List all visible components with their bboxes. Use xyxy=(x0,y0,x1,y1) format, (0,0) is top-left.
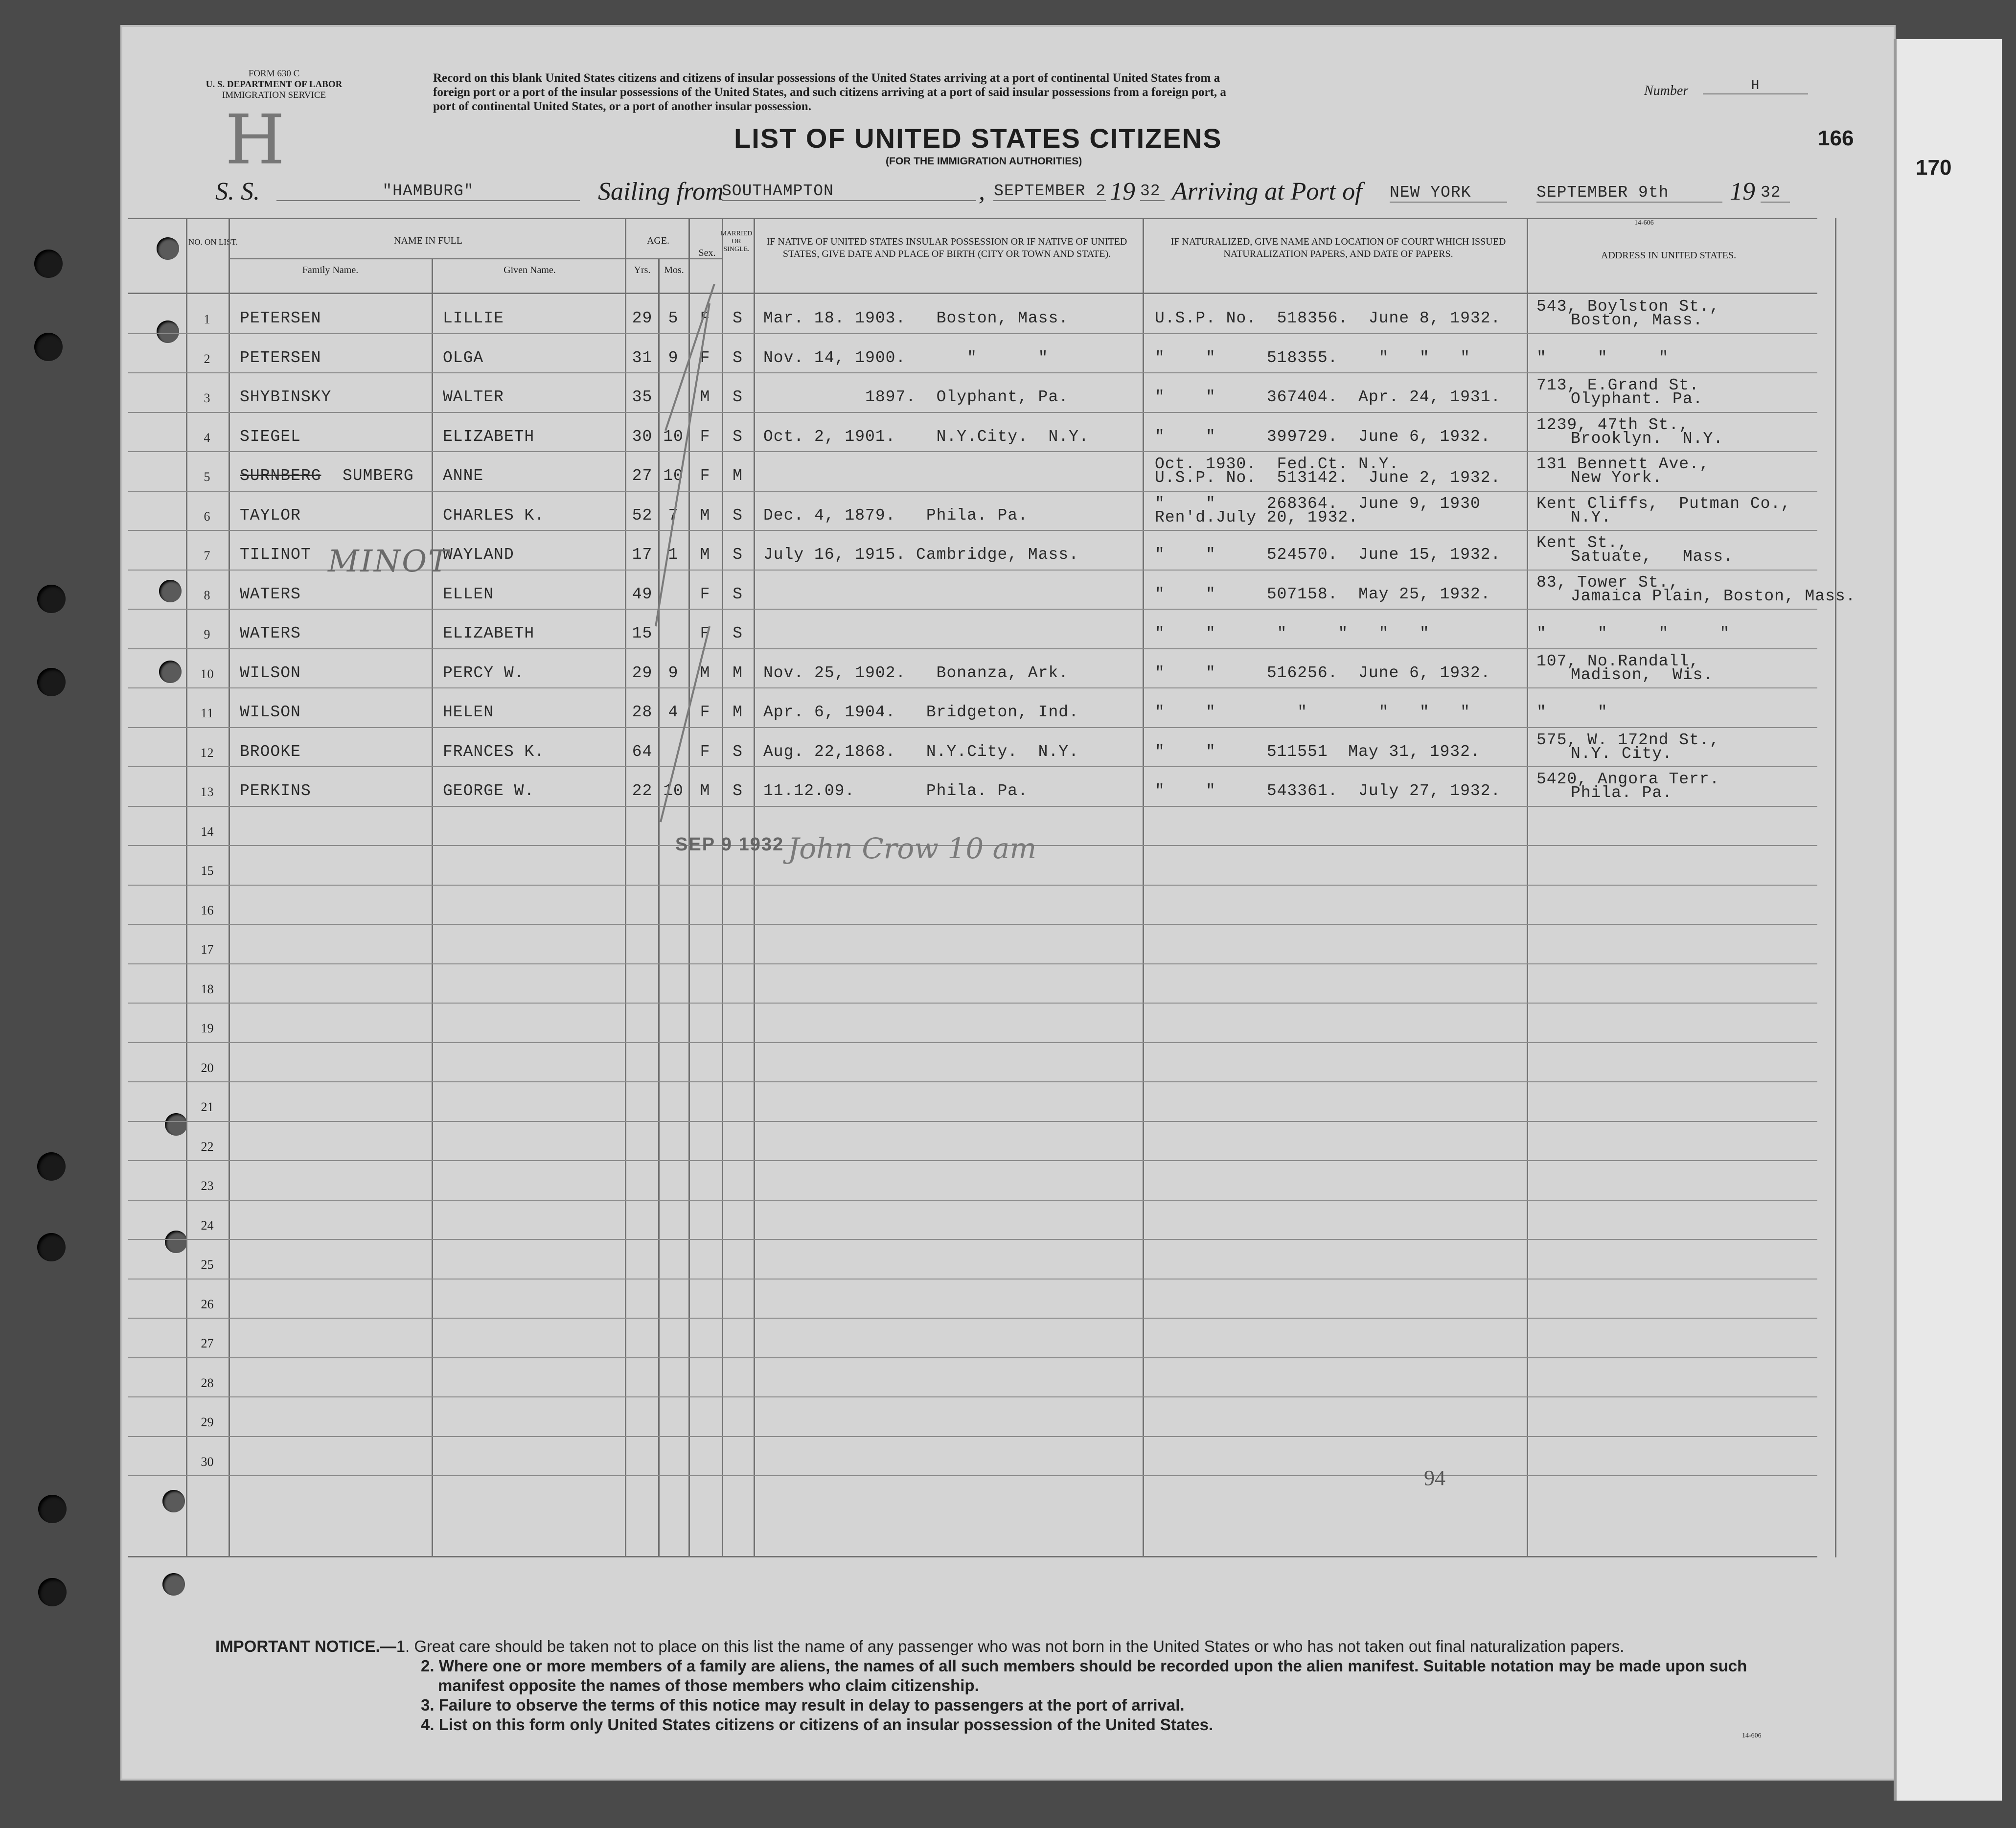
punch-hole xyxy=(34,250,63,278)
age-months: 10 xyxy=(663,782,684,800)
naturalization-info: U.S.P. No. 518356. June 8, 1932. xyxy=(1155,309,1501,327)
punch-hole xyxy=(37,585,66,613)
marital-status: M xyxy=(733,663,743,682)
marital-status: S xyxy=(733,585,743,603)
punch-hole xyxy=(157,237,179,260)
year-suffix: 32 xyxy=(1140,182,1165,201)
inspector-signature: John Crow 10 am xyxy=(788,832,1037,865)
col-divider xyxy=(1527,218,1528,1557)
row-rule xyxy=(128,1003,1817,1004)
important-notice xyxy=(215,1637,1747,1735)
number-label: Number xyxy=(1644,83,1689,98)
age-months: 5 xyxy=(668,309,679,327)
family-name: BROOKE xyxy=(240,742,301,761)
birth-info: Oct. 2, 1901. N.Y.City. N.Y. xyxy=(763,427,1089,446)
row-rule xyxy=(128,727,1817,728)
naturalization-info-line2: U.S.P. No. 513142. June 2, 1932. xyxy=(1155,469,1501,487)
given-name: WAYLAND xyxy=(443,546,514,564)
marital-status: S xyxy=(733,624,743,642)
address-line2: N.Y. xyxy=(1571,508,1612,526)
marital-status: M xyxy=(733,703,743,721)
address: 83, Tower St., xyxy=(1536,573,1679,592)
row-number: 18 xyxy=(201,982,214,996)
given-name: ELIZABETH xyxy=(443,427,535,446)
row-number: 21 xyxy=(201,1100,214,1114)
family-name: WATERS xyxy=(240,624,301,642)
punch-hole xyxy=(37,1233,66,1261)
row-number: 16 xyxy=(201,903,214,917)
row-number: 5 xyxy=(204,470,211,484)
row-number: 10 xyxy=(200,666,214,681)
col-sex: Sex. xyxy=(698,248,716,258)
family-name: TAYLOR xyxy=(240,506,301,525)
row-number: 4 xyxy=(204,430,211,445)
given-name: PERCY W. xyxy=(443,663,525,682)
year-prefix: 19 xyxy=(1730,178,1755,206)
col-divider xyxy=(186,218,187,1557)
row-number: 17 xyxy=(201,942,214,957)
col-family: Family Name. xyxy=(302,265,359,275)
row-rule xyxy=(128,1396,1817,1397)
naturalization-info: " " 507158. May 25, 1932. xyxy=(1155,585,1491,603)
struck-surname: SURNBERG xyxy=(240,467,321,485)
row-rule xyxy=(128,1042,1817,1043)
row-number: 11 xyxy=(200,706,214,720)
page-subtitle: (FOR THE IMMIGRATION AUTHORITIES) xyxy=(886,156,1082,167)
col-married: MARRIED OR SINGLE. xyxy=(720,230,753,253)
row-rule xyxy=(128,1475,1817,1476)
page-title: LIST OF UNITED STATES CITIZENS xyxy=(734,123,1222,154)
address: 543, Boylston St., xyxy=(1536,297,1720,316)
row-number: 8 xyxy=(204,588,211,602)
row-rule xyxy=(128,963,1817,964)
row-number: 12 xyxy=(200,745,214,760)
sailing-label: Sailing from xyxy=(598,178,724,206)
col-divider xyxy=(1143,218,1144,1557)
notice-item: 4. List on this form only United States citizens or citizens of an insular possession of the United States. xyxy=(421,1715,1214,1734)
number-value: H xyxy=(1703,78,1808,94)
birth-info: Nov. 14, 1900. " " xyxy=(763,348,1049,367)
col-divider xyxy=(754,218,755,1557)
row-rule xyxy=(128,1081,1817,1082)
address: 107, No.Randall, xyxy=(1536,652,1699,670)
form-service: IMMIGRATION SERVICE xyxy=(222,90,326,100)
sex: M xyxy=(700,782,710,800)
address: 713, E.Grand St. xyxy=(1536,376,1699,394)
col-name: NAME IN FULL xyxy=(394,235,462,246)
row-number: 14 xyxy=(201,824,214,839)
sailing-port: SOUTHAMPTON xyxy=(722,182,976,201)
address: " " xyxy=(1536,703,1608,721)
marital-status: S xyxy=(733,742,743,761)
sex: F xyxy=(700,585,710,603)
row-rule xyxy=(128,1239,1817,1240)
sex: M xyxy=(700,388,710,406)
birth-info: Aug. 22,1868. N.Y.City. N.Y. xyxy=(763,742,1079,761)
col-given: Given Name. xyxy=(504,265,556,275)
ss-label: S. S. xyxy=(215,178,260,206)
notice-item: 2. Where one or more members of a family are aliens, the names of all such members should be recorded upon the alien manifest. Suitable notation may be made upon such xyxy=(421,1657,1747,1675)
age-years: 29 xyxy=(632,309,653,327)
sex: F xyxy=(700,309,710,327)
naturalization-info: " " 524570. June 15, 1932. xyxy=(1155,546,1501,564)
row-number: 29 xyxy=(201,1415,214,1429)
notice-item: 3. Failure to observe the terms of this notice may result in delay to passengers at the port of arrival. xyxy=(421,1696,1185,1714)
sex: F xyxy=(700,348,710,367)
form-id xyxy=(191,69,357,101)
age-years: 35 xyxy=(632,388,653,406)
row-number: 24 xyxy=(201,1218,214,1233)
age-years: 29 xyxy=(632,663,653,682)
record-line: port of continental United States, or a port of another insular possession. xyxy=(433,100,811,113)
sex: F xyxy=(700,703,710,721)
age-months: 9 xyxy=(668,663,679,682)
tab-number: 170 xyxy=(1916,156,1952,180)
given-name: ANNE xyxy=(443,467,484,485)
birth-info: 1897. Olyphant, Pa. xyxy=(763,388,1069,406)
page-count: 94 xyxy=(1424,1466,1445,1490)
row-rule xyxy=(128,885,1817,886)
marital-status: S xyxy=(733,546,743,564)
row-number: 30 xyxy=(201,1454,214,1469)
birth-info: 11.12.09. Phila. Pa. xyxy=(763,782,1028,800)
row-number: 20 xyxy=(201,1060,214,1075)
naturalization-info: " " " " " " xyxy=(1155,703,1470,721)
row-rule xyxy=(128,333,1817,334)
age-years: 49 xyxy=(632,585,653,603)
naturalization-info: " " 516256. June 6, 1932. xyxy=(1155,663,1491,682)
sex: M xyxy=(700,546,710,564)
age-months: 4 xyxy=(668,703,679,721)
row-rule xyxy=(128,687,1817,688)
row-number: 27 xyxy=(201,1336,214,1350)
sex: F xyxy=(700,624,710,642)
handwritten-letter: H xyxy=(225,100,285,180)
notice-item: manifest opposite the names of those members who claim citizenship. xyxy=(438,1676,979,1694)
row-rule xyxy=(128,648,1817,649)
age-years: 64 xyxy=(632,742,653,761)
naturalization-info: " " 511551 May 31, 1932. xyxy=(1155,742,1481,761)
col-native: IF NATIVE OF UNITED STATES INSULAR POSSESSION OR IF NATIVE OF UNITED STATES, GIVE DATE AND PLACE OF BIRTH (CITY OR TOWN AND STATE). xyxy=(766,236,1127,259)
family-name: WATERS xyxy=(240,585,301,603)
row-rule xyxy=(128,530,1817,531)
marital-status: M xyxy=(733,467,743,485)
row-number: 15 xyxy=(201,864,214,878)
punch-hole xyxy=(162,1573,185,1596)
punch-hole xyxy=(165,1113,187,1136)
row-number: 23 xyxy=(201,1179,214,1193)
punch-hole xyxy=(159,661,182,683)
punch-hole xyxy=(37,668,66,696)
year-suffix: 32 xyxy=(1761,183,1790,203)
sex: F xyxy=(700,427,710,446)
family-name: SIEGEL xyxy=(240,427,301,446)
print-code: 14-606 xyxy=(1634,219,1654,227)
row-rule xyxy=(128,1318,1817,1319)
marital-status: S xyxy=(733,309,743,327)
arrival-date: SEPTEMBER 9th xyxy=(1536,183,1722,203)
row-rule xyxy=(128,412,1817,413)
punch-hole xyxy=(34,333,63,361)
notice-item: 1. Great care should be taken not to place on this list the name of any passenger who was not born in the United States or who has not taken out final naturalization papers. xyxy=(396,1637,1625,1655)
row-number: 13 xyxy=(200,785,214,799)
naturalization-info: " " 399729. June 6, 1932. xyxy=(1155,427,1491,446)
address-line2: New York. xyxy=(1571,469,1663,487)
col-mos: Mos. xyxy=(664,265,684,275)
date-stamp: SEP 9 1932 xyxy=(675,834,784,855)
naturalization-info-line2: Ren'd.July 20, 1932. xyxy=(1155,508,1359,526)
marital-status: S xyxy=(733,348,743,367)
address-line2: Phila. Pa. xyxy=(1571,784,1673,802)
address-line2: N.Y. City. xyxy=(1571,744,1673,763)
family-name: PERKINS xyxy=(240,782,311,800)
age-months: 1 xyxy=(668,546,679,564)
row-rule xyxy=(128,1160,1817,1161)
row-rule xyxy=(128,1279,1817,1280)
family-name: TILINOT xyxy=(240,546,311,564)
col-divider xyxy=(229,218,230,1557)
address-line2: Satuate, Mass. xyxy=(1571,548,1734,566)
row-number: 6 xyxy=(204,509,211,524)
manifest-page xyxy=(122,27,1894,1779)
age-years: 30 xyxy=(632,427,653,446)
sex: M xyxy=(700,506,710,525)
table-top-rule xyxy=(128,218,1817,219)
birth-info: Apr. 6, 1904. Bridgeton, Ind. xyxy=(763,703,1079,721)
address: Kent Cliffs, Putman Co., xyxy=(1536,494,1791,513)
sex: M xyxy=(700,663,710,682)
age-months: 10 xyxy=(663,467,684,485)
row-number: 25 xyxy=(201,1257,214,1272)
row-rule xyxy=(128,806,1817,807)
age-months: 9 xyxy=(668,348,679,367)
address: " " " xyxy=(1536,348,1669,367)
family-name: WILSON xyxy=(240,703,301,721)
index-tab xyxy=(1894,39,2002,1801)
punch-hole xyxy=(38,1578,67,1606)
marital-status: S xyxy=(733,388,743,406)
sex: F xyxy=(700,467,710,485)
row-number: 22 xyxy=(201,1139,214,1154)
address: Kent St., xyxy=(1536,534,1628,552)
col-divider xyxy=(625,218,626,1557)
address-line2: Boston, Mass. xyxy=(1571,311,1703,329)
given-name: CHARLES K. xyxy=(443,506,545,525)
family-name: SHYBINSKY xyxy=(240,388,332,406)
punch-hole xyxy=(159,580,182,602)
given-name: GEORGE W. xyxy=(443,782,535,800)
col-divider xyxy=(432,258,433,1557)
row-number: 7 xyxy=(204,548,211,563)
col-yrs: Yrs. xyxy=(634,265,651,275)
family-name: PETERSEN xyxy=(240,309,321,327)
notice-code: 14-606 xyxy=(1742,1732,1762,1739)
age-years: 31 xyxy=(632,348,653,367)
row-rule xyxy=(128,372,1817,373)
arriving-label: Arriving at Port of xyxy=(1172,178,1362,206)
col-age: AGE. xyxy=(646,235,670,246)
row-number: 2 xyxy=(204,351,211,366)
address: 1239, 47th St., xyxy=(1536,415,1690,434)
checkmark-strokes xyxy=(636,284,734,871)
page-number: 166 xyxy=(1818,126,1854,150)
row-number: 3 xyxy=(204,391,211,405)
row-rule xyxy=(128,1121,1817,1122)
marital-status: S xyxy=(733,506,743,525)
naturalization-info: Oct. 1930. Fed.Ct. N.Y. xyxy=(1155,455,1399,473)
given-name: ELLEN xyxy=(443,585,494,603)
row-rule xyxy=(128,1436,1817,1437)
col-no: NO. ON LIST. xyxy=(188,237,238,247)
age-years: 15 xyxy=(632,624,653,642)
subheader-rule xyxy=(229,258,722,259)
col-address: ADDRESS IN UNITED STATES. xyxy=(1601,250,1737,261)
row-number: 28 xyxy=(201,1375,214,1390)
table-bottom-rule xyxy=(128,1556,1817,1557)
age-years: 22 xyxy=(632,782,653,800)
family-name: PETERSEN xyxy=(240,348,321,367)
row-rule xyxy=(128,609,1817,610)
row-rule xyxy=(128,766,1817,767)
address-line2: Brooklyn. N.Y. xyxy=(1571,429,1724,448)
age-years: 28 xyxy=(632,703,653,721)
age-years: 27 xyxy=(632,467,653,485)
handwritten-correction: MINOT xyxy=(328,543,450,579)
naturalization-info: " " 518355. " " " xyxy=(1155,348,1470,367)
birth-info: Mar. 18. 1903. Boston, Mass. xyxy=(763,309,1069,327)
family-name: SUMBERG xyxy=(343,467,414,485)
address-line2: Jamaica Plain, Boston, Mass. xyxy=(1571,587,1856,605)
birth-info: Nov. 25, 1902. Bonanza, Ark. xyxy=(763,663,1069,682)
col-naturalized: IF NATURALIZED, GIVE NAME AND LOCATION OF COURT WHICH ISSUED NATURALIZATION PAPERS, AND DATE OF PAPERS. xyxy=(1170,236,1506,259)
form-number: FORM 630 C xyxy=(248,69,300,79)
given-name: HELEN xyxy=(443,703,494,721)
row-rule xyxy=(128,924,1817,925)
naturalization-info: " " 367404. Apr. 24, 1931. xyxy=(1155,388,1501,406)
row-number: 19 xyxy=(201,1021,214,1035)
address: 131 Bennett Ave., xyxy=(1536,455,1710,473)
naturalization-info: " " " " " " xyxy=(1155,624,1430,642)
punch-hole xyxy=(162,1490,185,1512)
record-line: Record on this blank United States citizens and citizens of insular possessions of the United States arriving at a port of continental United States from a xyxy=(433,71,1220,85)
age-months: 7 xyxy=(668,506,679,525)
address: 575, W. 172nd St., xyxy=(1536,731,1720,749)
sailing-date: SEPTEMBER 2 xyxy=(994,182,1106,200)
row-rule xyxy=(128,491,1817,492)
age-months: 10 xyxy=(663,427,684,446)
arrival-port: NEW YORK xyxy=(1390,183,1507,203)
marital-status: S xyxy=(733,782,743,800)
birth-info: Dec. 4, 1879. Phila. Pa. xyxy=(763,506,1028,525)
age-years: 52 xyxy=(632,506,653,525)
address-line2: Olyphant. Pa. xyxy=(1571,390,1703,408)
row-rule xyxy=(128,451,1817,452)
naturalization-info: " " 268364. June 9, 1930 xyxy=(1155,494,1481,513)
sex: F xyxy=(700,742,710,761)
row-number: 9 xyxy=(204,627,211,641)
given-name: OLGA xyxy=(443,348,484,367)
col-divider xyxy=(1835,218,1836,1557)
address: " " " " xyxy=(1536,624,1730,642)
address-line2: Madison, Wis. xyxy=(1571,665,1714,684)
naturalization-info: " " 543361. July 27, 1932. xyxy=(1155,782,1501,800)
year-prefix: 19 xyxy=(1110,178,1135,206)
record-line: foreign port or a port of the insular possessions of the United States, and such citizens arriving at a port of said insular possessions from a foreign port, a xyxy=(433,86,1226,99)
ship-name: "HAMBURG" xyxy=(276,182,580,201)
given-name: LILLIE xyxy=(443,309,504,327)
punch-hole xyxy=(37,1152,66,1181)
birth-info: July 16, 1915. Cambridge, Mass. xyxy=(763,546,1079,564)
row-rule xyxy=(128,1357,1817,1358)
row-rule xyxy=(128,1200,1817,1201)
record-instructions xyxy=(433,71,1226,114)
punch-hole xyxy=(157,320,179,343)
marital-status: S xyxy=(733,427,743,446)
given-name: WALTER xyxy=(443,388,504,406)
header-bottom-rule xyxy=(128,293,1817,294)
age-years: 17 xyxy=(632,546,653,564)
given-name: FRANCES K. xyxy=(443,742,545,761)
punch-hole xyxy=(38,1495,67,1523)
given-name: ELIZABETH xyxy=(443,624,535,642)
row-number: 26 xyxy=(201,1297,214,1311)
form-department: U. S. DEPARTMENT OF LABOR xyxy=(206,79,343,90)
punch-hole xyxy=(165,1231,187,1253)
family-name: WILSON xyxy=(240,663,301,682)
notice-heading: IMPORTANT NOTICE.— xyxy=(215,1637,396,1655)
address: 5420, Angora Terr. xyxy=(1536,770,1720,788)
row-number: 1 xyxy=(204,312,211,326)
